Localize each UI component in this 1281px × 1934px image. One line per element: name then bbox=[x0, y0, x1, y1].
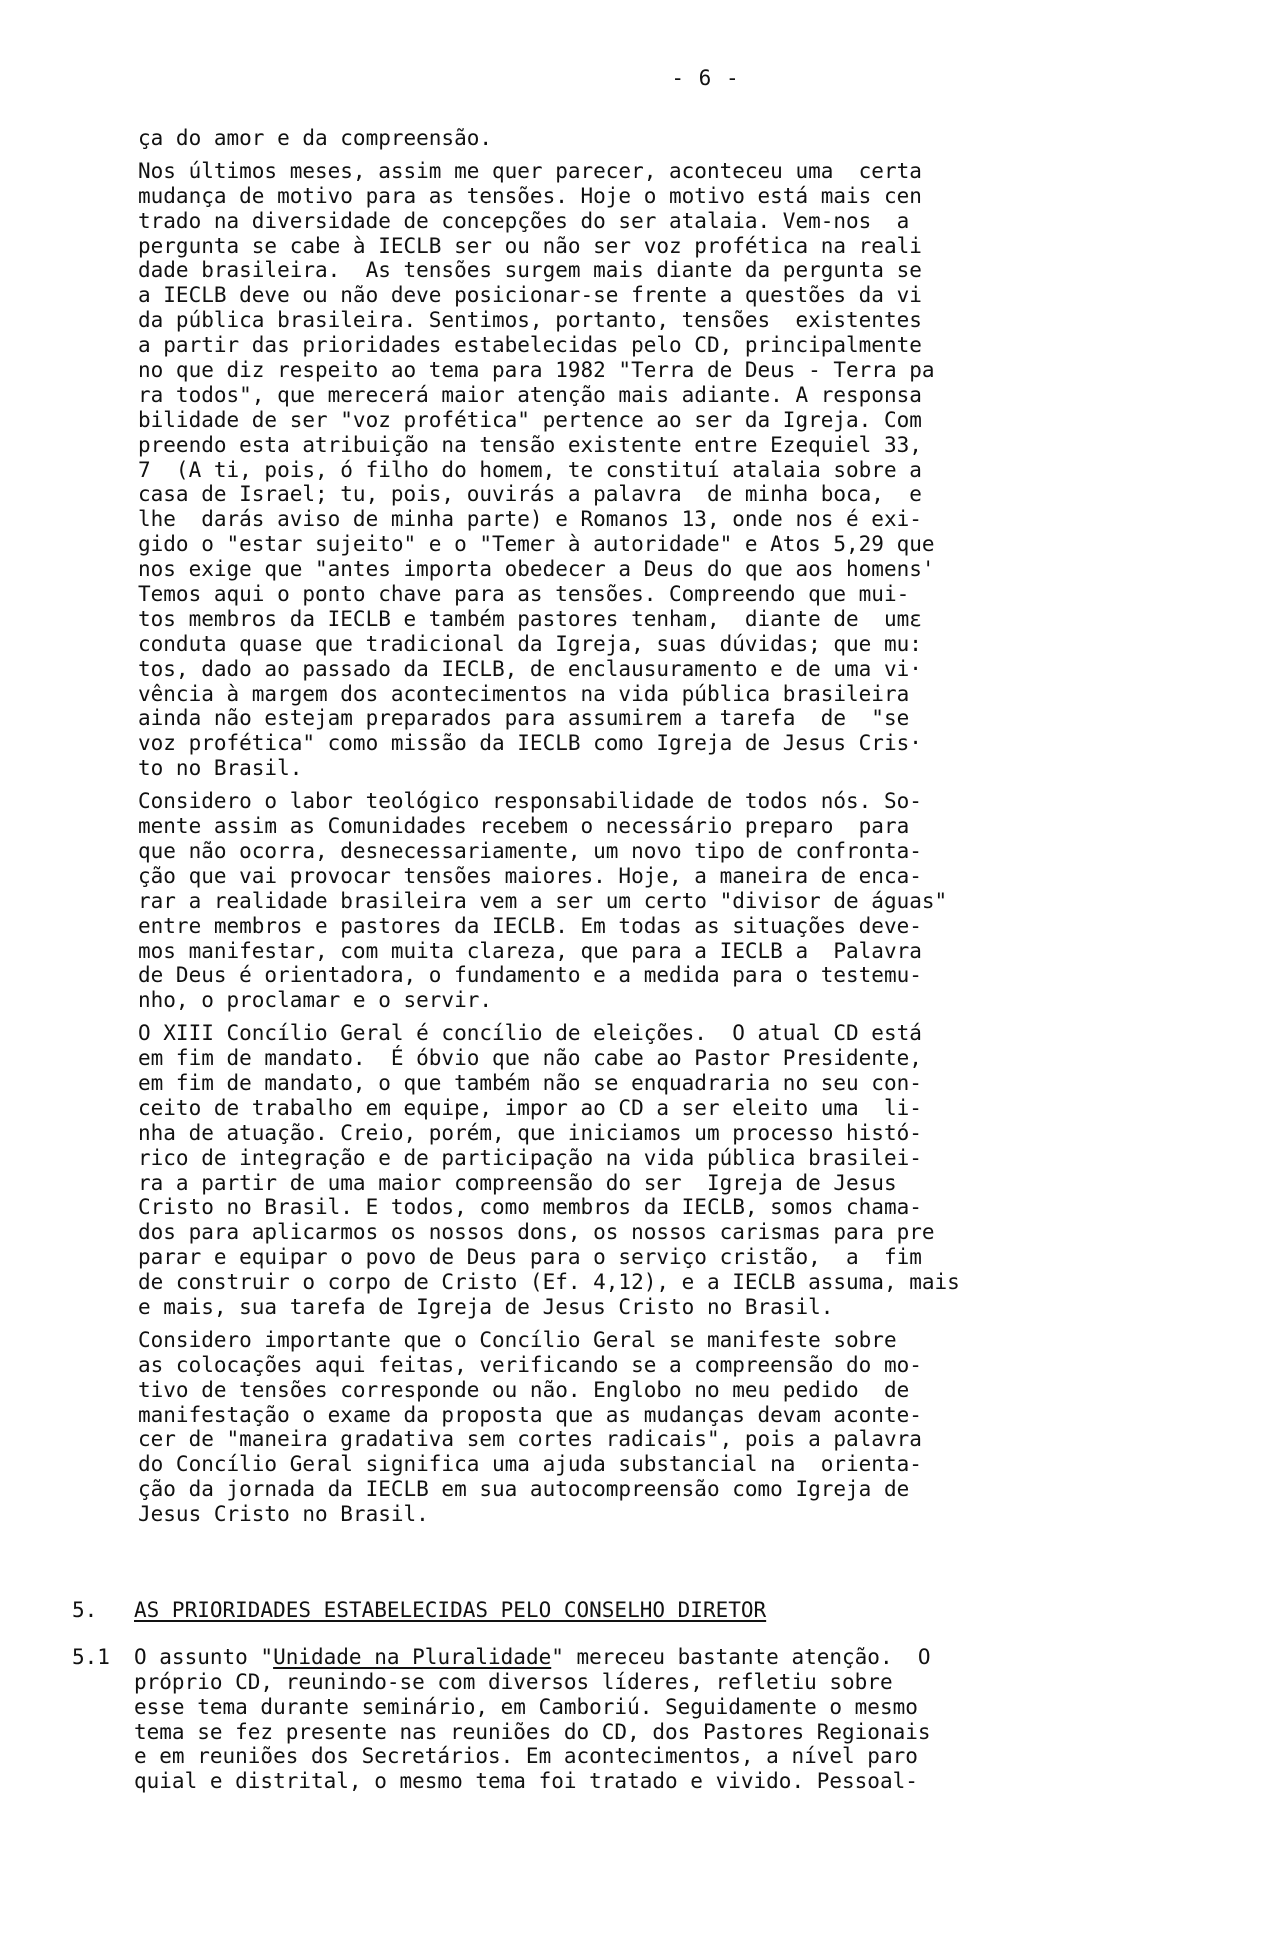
paragraph-2 bbox=[138, 159, 1138, 781]
paragraph-3 bbox=[138, 789, 1138, 1013]
text-line: ainda não estejam preparados para assumirem a tarefa de "se bbox=[138, 706, 910, 731]
text-line: tos membros da IECLB e também pastores tenham, diante de umε bbox=[138, 606, 922, 631]
text-line: ra todos", que merecerá maior atenção mais adiante. A responsa bbox=[138, 382, 922, 407]
text-line: cer de "maneira gradativa sem cortes radicais", pois a palavra bbox=[138, 1427, 922, 1452]
text-line: Temos aqui o ponto chave para as tensões. Compreendo que mui- bbox=[138, 582, 910, 607]
text-line: mos manifestar, com muita clareza, que para a IECLB a Palavra bbox=[138, 938, 922, 963]
text-line: lhe darás aviso de minha parte) e Romanos 13, onde nos é exi- bbox=[138, 507, 922, 532]
subsection-number: 5.1 bbox=[72, 1644, 110, 1669]
text-line: a IECLB deve ou não deve posicionar-se frente a questões da vi bbox=[138, 283, 922, 308]
text-line: quial e distrital, o mesmo tema foi tratado e vivido. Pessoal- bbox=[134, 1769, 918, 1794]
text-line: preendo esta atribuição na tensão existente entre Ezequiel 33, bbox=[138, 432, 922, 457]
text-line: Jesus Cristo no Brasil. bbox=[138, 1502, 429, 1527]
text-line: mudança de motivo para as tensões. Hoje o motivo está mais cen bbox=[138, 183, 922, 208]
text-line: ção que vai provocar tensões maiores. Hoje, a maneira de enca- bbox=[138, 863, 922, 888]
text-line: rico de integração e de participação na vida pública brasilei- bbox=[138, 1145, 922, 1170]
text-line: as colocações aqui feitas, verificando se a compreensão do mo- bbox=[138, 1352, 922, 1377]
paragraph-5 bbox=[138, 1328, 1138, 1527]
text-line: dade brasileira. As tensões surgem mais diante da pergunta se bbox=[138, 258, 922, 283]
text-line: vência à margem dos acontecimentos na vida pública brasileira bbox=[138, 681, 910, 706]
text-line: ra a partir de uma maior compreensão do ser Igreja de Jesus bbox=[138, 1170, 897, 1195]
text-fragment: O assunto " bbox=[134, 1644, 274, 1669]
text-fragment: " mereceu bastante atenção. O bbox=[551, 1644, 931, 1669]
section-number: 5. bbox=[72, 1598, 98, 1622]
text-line: mente assim as Comunidades recebem o necessário preparo para bbox=[138, 814, 910, 839]
text-line: voz profética" como missão da IECLB como Igreja de Jesus Cris· bbox=[138, 731, 922, 756]
text-line: a partir das prioridades estabelecidas pelo CD, principalmente bbox=[138, 333, 922, 358]
section-title: AS PRIORIDADES ESTABELECIDAS PELO CONSELHO DIRETOR bbox=[134, 1598, 767, 1622]
text-line: da pública brasileira. Sentimos, portanto, tensões existentes bbox=[138, 308, 922, 333]
text-line: ção da jornada da IECLB em sua autocompreensão como Igreja de bbox=[138, 1477, 910, 1502]
text-line: gido o "estar sujeito" e o "Temer à autoridade" e Atos 5,29 que bbox=[138, 532, 935, 557]
text-line: ça do amor e da compreensão. bbox=[138, 126, 493, 150]
text-line: em fim de mandato. É óbvio que não cabe ao Pastor Presidente, bbox=[138, 1046, 922, 1071]
text-line: no que diz respeito ao tema para 1982 "Terra de Deus - Terra pa bbox=[138, 358, 935, 383]
text-line: que não ocorra, desnecessariamente, um novo tipo de confronta- bbox=[138, 838, 922, 863]
text-line: manifestação o exame da proposta que as mudanças devam aconte- bbox=[138, 1402, 922, 1427]
text-line: pergunta se cabe à IECLB ser ou não ser voz profética na reali bbox=[138, 233, 922, 258]
subsection-5-1 bbox=[72, 1645, 1152, 1794]
text-line: O XIII Concílio Geral é concílio de eleições. O atual CD está bbox=[138, 1021, 922, 1046]
text-line: trado na diversidade de concepções do ser atalaia. Vem-nos a bbox=[138, 208, 910, 233]
text-line: e em reuniões dos Secretários. Em acontecimentos, a nível paro bbox=[134, 1744, 918, 1769]
text-line: tos, dado ao passado da IECLB, de enclausuramento e de uma vi· bbox=[138, 656, 922, 681]
text-line: 7 (A ti, pois, ó filho do homem, te constituí atalaia sobre a bbox=[138, 457, 922, 482]
text-line: dos para aplicarmos os nossos dons, os nossos carismas para pre bbox=[138, 1220, 935, 1245]
text-line: Considero o labor teológico responsabilidade de todos nós. So- bbox=[138, 789, 922, 814]
text-line: de Deus é orientadora, o fundamento e a medida para o testemu- bbox=[138, 963, 922, 988]
text-line: em fim de mandato, o que também não se enquadraria no seu con- bbox=[138, 1070, 922, 1095]
paragraph-4 bbox=[138, 1021, 1138, 1320]
text-line: entre membros e pastores da IECLB. Em todas as situações deve- bbox=[138, 913, 922, 938]
text-line: Cristo no Brasil. E todos, como membros da IECLB, somos chama- bbox=[138, 1195, 922, 1220]
page-number: - 6 - bbox=[671, 66, 740, 90]
text-line: Nos últimos meses, assim me quer parecer, aconteceu uma certa bbox=[138, 158, 922, 183]
text-line: Considero importante que o Concílio Geral se manifeste sobre bbox=[138, 1327, 897, 1352]
text-line: esse tema durante seminário, em Camboriú. Seguidamente o mesmo bbox=[134, 1694, 918, 1719]
text-line: nos exige que "antes importa obedecer a Deus do que aos homens' bbox=[138, 557, 935, 582]
text-line: rar a realidade brasileira vem a ser um certo "divisor de águas" bbox=[138, 888, 948, 913]
text-line: casa de Israel; tu, pois, ouvirás a palavra de minha boca, e bbox=[138, 482, 922, 507]
section-heading bbox=[72, 1598, 1152, 1623]
underlined-phrase: Unidade na Pluralidade bbox=[273, 1644, 552, 1669]
text-line: de construir o corpo de Cristo (Ef. 4,12), e a IECLB assuma, mais bbox=[138, 1270, 960, 1295]
text-line: bilidade de ser "voz profética" pertence ao ser da Igreja. Com bbox=[138, 407, 922, 432]
text-line: tema se fez presente nas reuniões do CD, dos Pastores Regionais bbox=[134, 1719, 931, 1744]
text-line bbox=[134, 1645, 1152, 1670]
text-line: to no Brasil. bbox=[138, 756, 303, 781]
text-line: parar e equipar o povo de Deus para o serviço cristão, a fim bbox=[138, 1245, 922, 1270]
subsection-text bbox=[134, 1645, 1152, 1794]
text-line: próprio CD, reunindo-se com diversos líderes, refletiu sobre bbox=[134, 1669, 893, 1694]
text-line: ceito de trabalho em equipe, impor ao CD a ser eleito uma li- bbox=[138, 1095, 922, 1120]
text-line: tivo de tensões corresponde ou não. Englobo no meu pedido de bbox=[138, 1377, 910, 1402]
text-line: conduta quase que tradicional da Igreja, suas dúvidas; que mu: bbox=[138, 631, 922, 656]
text-line: do Concílio Geral significa uma ajuda substancial na orienta- bbox=[138, 1452, 922, 1477]
text-line: nho, o proclamar e o servir. bbox=[138, 988, 493, 1013]
section-5 bbox=[72, 1598, 1152, 1794]
text-line: nha de atuação. Creio, porém, que iniciamos um processo histó- bbox=[138, 1120, 922, 1145]
text-line: e mais, sua tarefa de Igreja de Jesus Cristo no Brasil. bbox=[138, 1294, 834, 1319]
body-text bbox=[138, 126, 1138, 1535]
paragraph-1 bbox=[138, 126, 1138, 151]
